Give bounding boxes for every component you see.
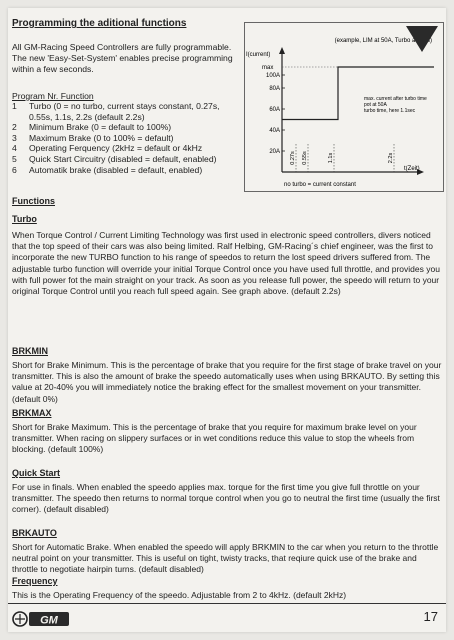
section-heading-turbo: Turbo — [12, 214, 37, 224]
chart-annotation — [364, 96, 428, 114]
program-item: 6 Automatik brake (disabled = default, enabled) — [12, 164, 203, 175]
x-tick-label: 0.27s — [290, 151, 296, 165]
section-heading-quickstart: Quick Start — [12, 468, 61, 478]
section-heading-brkmax: BRKMAX — [12, 408, 52, 418]
manual-page — [8, 8, 446, 632]
section-body-brkauto: Short for Automatic Brake. When enabled the speedo will apply BRKMIN to the car when you return to the throttle neutral point on your transmitter. This is useful on tight, twisty tracks, that reqiure quick use of the brake and throttle to negotiate hairpin turns. (default disabled) — [12, 542, 439, 575]
program-item: 4 Operating Ferquency (2kHz = default or 4kHz — [12, 143, 203, 154]
y-axis-arrow — [279, 47, 285, 54]
chart-xlabel: t(Zeit) — [404, 166, 420, 172]
chart-caption: no turbo = current constant — [284, 182, 356, 188]
section-body-brkmax: Short for Brake Maximum. This is the percentage of brake that you require for maximum brake level on your transmitter. When racing on slippery surfaces or in wet conditions reduce this value to stop the wheels from blocking. (default 100%) — [12, 422, 417, 455]
x-tick-label: 0.55s — [302, 151, 308, 165]
x-tick-label: 2.2s — [388, 152, 394, 164]
y-tick-label: 60A — [269, 107, 280, 113]
chart-ylabel: I(current) — [246, 52, 271, 58]
x-ticks — [290, 144, 394, 172]
section-body-turbo: When Torque Control / Current Limiting Technology was first used in electronic speed controllers, divers noticed that the top speed of their cars was also being limited. Ralf Helbing, GM-Racing´s chief engineer, was the first to incorporate the new TURBO function to his range of speedos to return the lost speed drivers suffered from. The adjustable turbo function will override your initial Torque Control once you have used full throttle, and provides you with full power fot the main straight on your track. As soon as you release full power, the speedo will return to your original Torque Control until you reach full speed again. See graph above. (default 2.2s) — [12, 230, 440, 297]
section-heading-frequency: Frequency — [12, 576, 58, 586]
max-label: max — [262, 65, 274, 71]
annotation-line: max. current after turbo time — [364, 96, 427, 102]
program-header: Program Nr. Function — [12, 91, 94, 101]
program-item: 3 Maximum Brake (0 to 100% = default) — [12, 132, 174, 143]
triangle-marker-icon — [406, 26, 438, 52]
intro-paragraph: All GM-Racing Speed Controllers are fully programmable. The new 'Easy-Set-System' enables precise programming within a few seconds. — [12, 42, 233, 74]
section-heading-brkmin: BRKMIN — [12, 346, 48, 356]
gm-logo-icon — [12, 610, 70, 628]
chart-title: Turbo — [411, 26, 432, 35]
program-item: 2 Minimum Brake (0 = default to 100%) — [12, 122, 172, 133]
page-title: Programming the aditional functions — [12, 18, 187, 29]
annotation-line: turbo time, here 1.1sec — [364, 108, 416, 114]
functions-heading: Functions — [12, 196, 55, 206]
program-item: 5 Quick Start Circuitry (disabled = default, enabled) — [12, 153, 217, 164]
section-body-brkmin: Short for Brake Minimum. This is the percentage of brake that you require for the first stage of brake travel on your transmitter. This is also the amount of brake the speedo automatically uses when using BRKAUTO. By setting this value at 20-40% you will immediately notice the braking effect for the smallest movement on your transmitter. (default 0%) — [12, 360, 442, 404]
program-item: 1 Turbo (0 = no turbo, current stays constant, 0.27s, 0.55s, 1.1s, 2.2s (default 2.2s) — [12, 101, 220, 122]
program-list — [12, 101, 244, 175]
page-number: 17 — [423, 609, 438, 624]
annotation-line: pot at 50A — [364, 102, 387, 108]
section-body-frequency: This is the Operating Frequency of the speedo. Adjustable from 2 to 4kHz. (default 2kHz) — [12, 590, 347, 600]
x-tick-label: 1.1s — [328, 152, 334, 164]
y-tick-label: 80A — [269, 86, 280, 92]
footer-rule — [8, 603, 446, 604]
y-tick-label: 20A — [269, 149, 280, 155]
y-tick-label: 100A — [265, 73, 280, 79]
chart-subtitle: (example, LIM at 50A, Turbo at 1.1s) — [334, 38, 432, 44]
section-heading-brkauto: BRKAUTO — [12, 528, 57, 538]
section-body-quickstart: For use in finals. When enabled the speedo applies max. torque for the first time you give full throttle on your transmitter. The speedo then returns to normal torque control when you go to neutral the first time (usually the first corner). (default disabled) — [12, 482, 440, 515]
y-tick-label: 40A — [269, 128, 280, 134]
logo-text: GM — [40, 614, 58, 627]
